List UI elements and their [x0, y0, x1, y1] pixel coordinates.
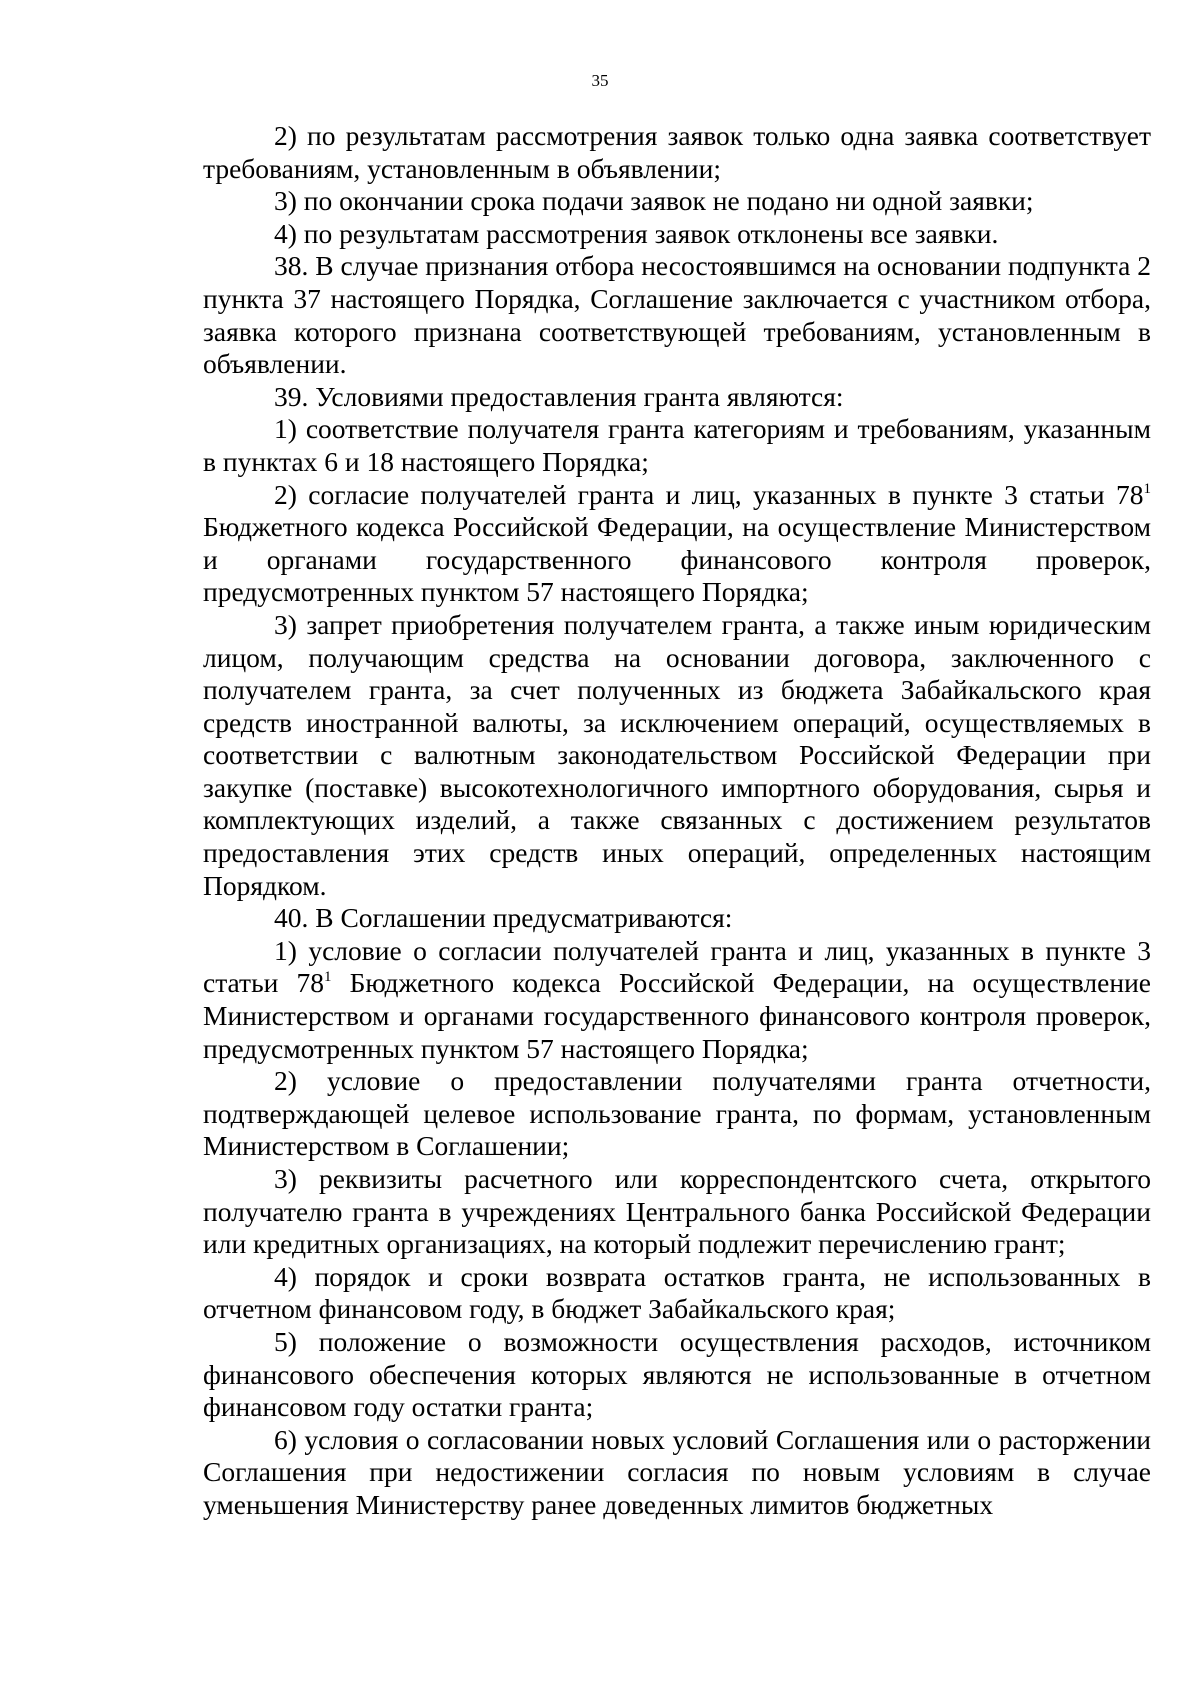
- document-body: [203, 120, 1151, 1522]
- paragraph: 39. Условиями предоставления гранта являются:: [274, 380, 844, 412]
- paragraph: 3) реквизиты расчетного или корреспондентского счета, открытого получателю гранта в учреждениях Центрального банка Российской Федерации или кредитных организациях, на который подлежит перечислению грант;: [203, 1163, 1151, 1260]
- paragraph: 2) по результатам рассмотрения заявок только одна заявка соответствует требованиям, установленным в объявлении;: [203, 120, 1151, 184]
- paragraph: [203, 479, 1151, 609]
- paragraph-text: 2) согласие получателей гранта и лиц, указанных в пункте 3 статьи 78: [274, 478, 1144, 510]
- paragraph-text: Бюджетного кодекса Российской Федерации, на осуществление Министерством и органами государственного финансового контроля проверок, предусмотренных пунктом 57 настоящего Порядка;: [203, 511, 1151, 608]
- paragraph-text: 1) условие о согласии получателей гранта и лиц, указанных в пункте 3 статьи 78: [203, 934, 1151, 999]
- paragraph: 38. В случае признания отбора несостоявшимся на основании подпункта 2 пункта 37 настоящего Порядка, Соглашение заключается с участником отбора, заявка которого признана соответствующей требованиям, установленным в объявлении.: [203, 250, 1151, 380]
- paragraph: 40. В Соглашении предусматриваются:: [274, 902, 733, 934]
- paragraph: 5) положение о возможности осуществления расходов, источником финансового обеспечения которых являются не использованные в отчетном финансовом году остатки гранта;: [203, 1325, 1151, 1423]
- superscript: 1: [1143, 480, 1151, 497]
- page-number: 35: [591, 71, 609, 90]
- paragraph: 3) запрет приобретения получателем гранта, а также иным юридическим лицом, получающим средства на основании договора, заключенного с получателем гранта, за счет полученных из бюджета Забайкальского края средств иностранной валюты, за исключением операций, осуществляемых в соответствии с валютным законодательством Российской Федерации при закупке (поставке) высокотехнологичного импортного оборудования, сырья и комплектующих изделий, а также связанных с достижением результатов предоставления этих средств иных операций, определенных настоящим Порядком.: [203, 608, 1151, 901]
- paragraph: 4) по результатам рассмотрения заявок отклонены все заявки.: [274, 217, 999, 249]
- paragraph: 2) условие о предоставлении получателями гранта отчетности, подтверждающей целевое использование гранта, по формам, установленным Министерством в Соглашении;: [203, 1065, 1151, 1162]
- paragraph-text: Бюджетного кодекса Российской Федерации, на осуществление Министерством и органами государственного финансового контроля проверок, предусмотренных пунктом 57 настоящего Порядка;: [203, 967, 1151, 1064]
- paragraph: 6) условия о согласовании новых условий Соглашения или о расторжении Соглашения при недостижении согласия по новым условиям в случае уменьшения Министерству ранее доведенных лимитов бюджетных: [203, 1423, 1151, 1520]
- paragraph: [203, 935, 1151, 1065]
- paragraph: 4) порядок и сроки возврата остатков гранта, не использованных в отчетном финансовом году, в бюджет Забайкальского края;: [203, 1260, 1151, 1325]
- superscript: 1: [323, 969, 332, 986]
- paragraph: 3) по окончании срока подачи заявок не подано ни одной заявки;: [274, 185, 1034, 217]
- paragraph: 1) соответствие получателя гранта категориям и требованиям, указанным в пунктах 6 и 18 настоящего Порядка;: [203, 413, 1151, 477]
